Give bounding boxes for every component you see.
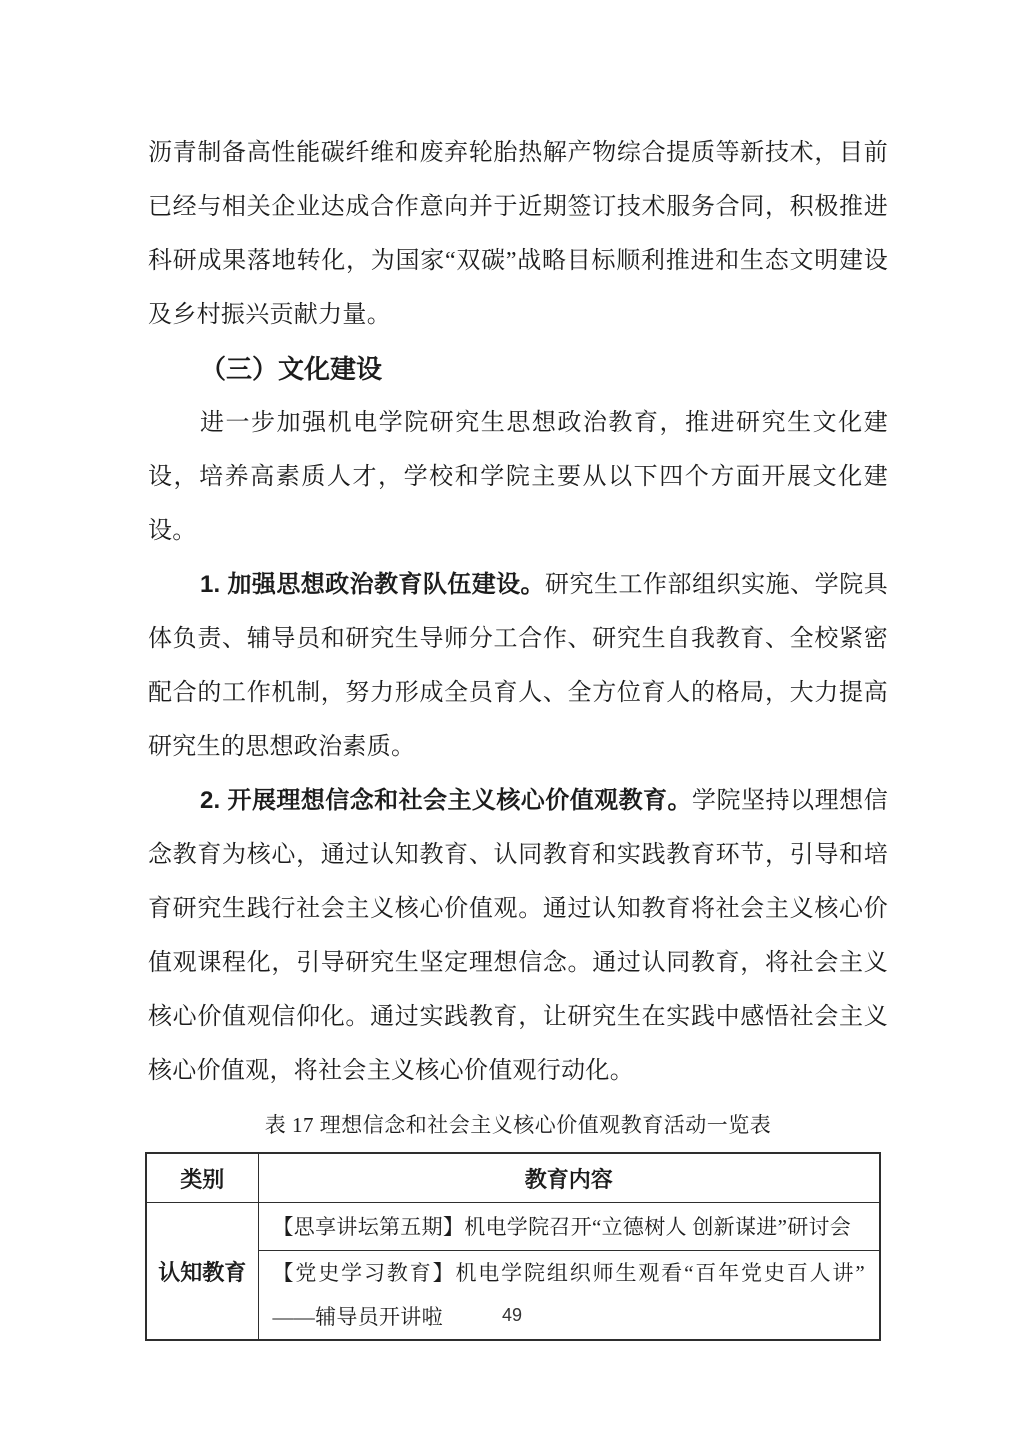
item-2-lead: 2. 开展理想信念和社会主义核心价值观教育。 — [200, 787, 692, 814]
table-row — [146, 1203, 880, 1251]
item-1-lead: 1. 加强思想政治教育队伍建设。 — [200, 571, 545, 598]
header-education-content: 教育内容 — [258, 1153, 880, 1203]
section-heading: （三）文化建设 — [200, 354, 383, 384]
content-cell-2: 【党史学习教育】机电学院组织师生观看“百年党史百人讲”——辅导员开讲啦 — [258, 1251, 880, 1341]
item-2-body: 学院坚持以理想信念教育为核心，通过认知教育、认同教育和实践教育环节，引导和培育研究生践行社会主义核心价值观。通过认知教育将社会主义核心价值观课程化，引导研究生坚定理想信念。通过认同教育，将社会主义核心价值观信仰化。通过实践教育，让研究生在实践中感悟社会主义核心价值观，将社会主义核心价值观行动化。 — [148, 788, 888, 1084]
table-header-row — [146, 1153, 880, 1203]
table-caption: 表 17 理想信念和社会主义核心价值观教育活动一览表 — [264, 1113, 772, 1137]
paragraph-intro: 进一步加强机电学院研究生思想政治教育，推进研究生文化建设，培养高素质人才，学校和学院主要从以下四个方面开展文化建设。 — [148, 410, 888, 544]
category-cell: 认知教育 — [146, 1203, 258, 1341]
content-cell-1: 【思享讲坛第五期】机电学院召开“立德树人 创新谋进”研讨会 — [258, 1203, 880, 1251]
page-number: 49 — [501, 1305, 523, 1325]
page-content — [148, 126, 888, 1341]
item-1-body: 研究生工作部组织实施、学院具体负责、辅导员和研究生导师分工合作、研究生自我教育、全校紧密配合的工作机制，努力形成全员育人、全方位育人的格局，大力提高研究生的思想政治素质。 — [148, 572, 888, 760]
paragraph-continuation: 沥青制备高性能碳纤维和废弃轮胎热解产物综合提质等新技术，目前已经与相关企业达成合作意向并于近期签订技术服务合同，积极推进科研成果落地转化，为国家“双碳”战略目标顺利推进和生态文明建设及乡村振兴贡献力量。 — [148, 140, 888, 328]
paragraph-item-1 — [148, 558, 888, 774]
header-category: 类别 — [146, 1153, 258, 1203]
paragraph-item-2 — [148, 774, 888, 1098]
